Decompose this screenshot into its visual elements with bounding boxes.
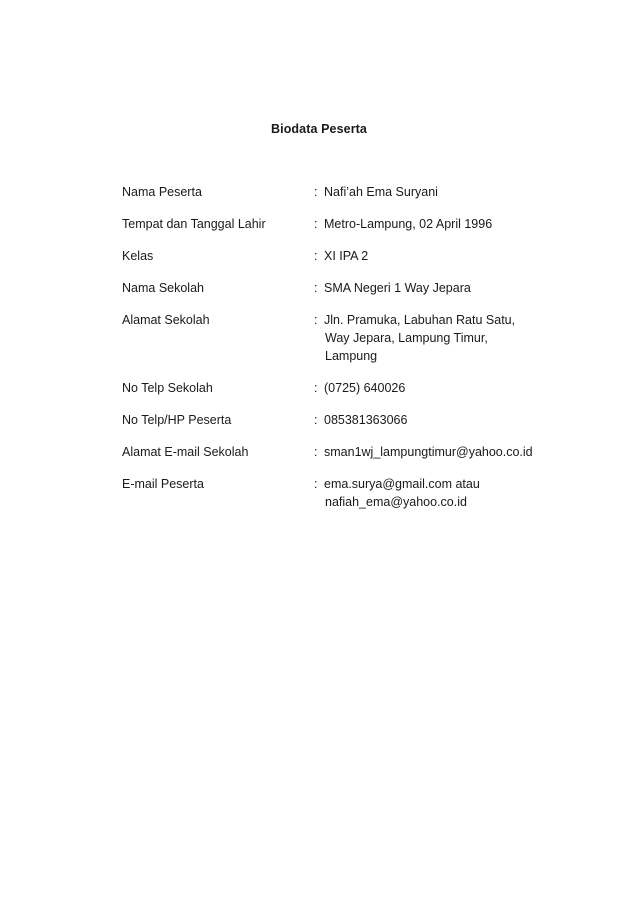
field-value-line: sman1wj_lampungtimur@yahoo.co.id: [324, 445, 533, 459]
field-value-line: 085381363066: [324, 413, 408, 427]
field-value-line: Jln. Pramuka, Labuhan Ratu Satu,: [324, 313, 516, 327]
field-value: [324, 411, 562, 429]
field-label: Kelas: [122, 249, 154, 263]
field-label: Alamat E-mail Sekolah: [122, 445, 249, 459]
field-separator: :: [314, 249, 318, 263]
field-value: [324, 379, 562, 397]
field-nama-sekolah: [122, 279, 562, 297]
field-value-line: XI IPA 2: [324, 249, 369, 263]
field-value: [324, 215, 562, 233]
field-value: [324, 443, 562, 461]
field-separator: :: [314, 445, 318, 459]
field-no-telp-peserta: [122, 411, 562, 429]
field-kelas: [122, 247, 562, 265]
field-value-line: Metro-Lampung, 02 April 1996: [324, 217, 493, 231]
field-email-sekolah: [122, 443, 562, 461]
field-label: Nama Sekolah: [122, 281, 204, 295]
field-tempat-tanggal-lahir: [122, 215, 562, 233]
field-separator: :: [314, 413, 318, 427]
field-value: [324, 475, 562, 511]
field-separator: :: [314, 381, 318, 395]
field-label: No Telp Sekolah: [122, 381, 213, 395]
field-label: Tempat dan Tanggal Lahir: [122, 217, 266, 231]
field-separator: :: [314, 281, 318, 295]
field-value: [324, 311, 562, 365]
field-value-line: SMA Negeri 1 Way Jepara: [324, 281, 471, 295]
field-label: Nama Peserta: [122, 185, 202, 199]
field-value-line: Lampung: [325, 349, 378, 363]
field-label: Alamat Sekolah: [122, 313, 210, 327]
field-value-line: (0725) 640026: [324, 381, 406, 395]
field-separator: :: [314, 185, 318, 199]
biodata-fields: [122, 183, 562, 525]
field-separator: :: [314, 217, 318, 231]
field-separator: :: [314, 313, 318, 327]
field-alamat-sekolah: [122, 311, 562, 365]
field-value: [324, 183, 562, 201]
field-label: E-mail Peserta: [122, 477, 204, 491]
field-value-line: nafiah_ema@yahoo.co.id: [325, 495, 467, 509]
field-value: [324, 279, 562, 297]
field-value-line: ema.surya@gmail.com atau: [324, 477, 480, 491]
field-value: [324, 247, 562, 265]
field-value-line: Nafi’ah Ema Suryani: [324, 185, 438, 199]
field-no-telp-sekolah: [122, 379, 562, 397]
field-email-peserta: [122, 475, 562, 511]
field-separator: :: [314, 477, 318, 491]
field-nama-peserta: [122, 183, 562, 201]
field-value-line: Way Jepara, Lampung Timur,: [325, 331, 488, 345]
document-title: Biodata Peserta: [271, 122, 367, 136]
field-label: No Telp/HP Peserta: [122, 413, 232, 427]
